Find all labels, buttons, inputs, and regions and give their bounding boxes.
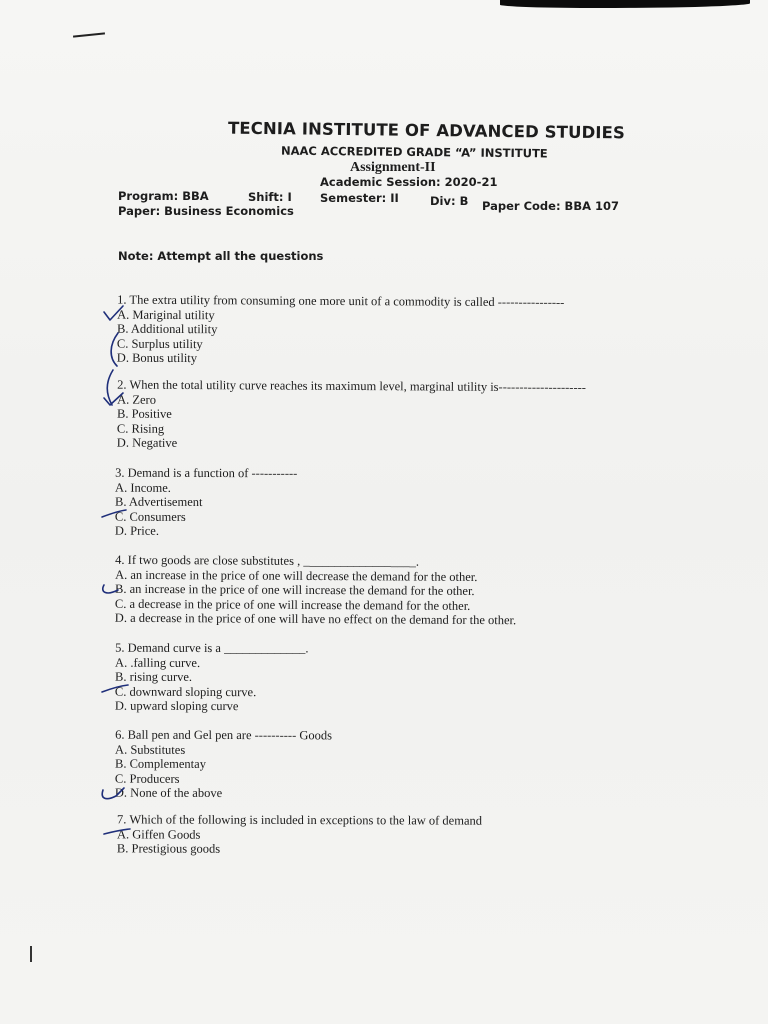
question-5 (115, 641, 309, 714)
option: A. an increase in the price of one will decrease the demand for the other. (115, 567, 478, 584)
option: C. Consumers (114, 509, 186, 524)
scan-edge-shadow (500, 0, 750, 8)
option: A. Zero (117, 392, 157, 407)
option: A. Substitutes (115, 742, 186, 757)
option: C. downward sloping curve. (114, 684, 257, 699)
option: A. Mariginal utility (117, 307, 215, 322)
option: B. Prestigious goods (116, 841, 221, 856)
option: B. Advertisement (114, 494, 203, 509)
option: D. upward sloping curve (114, 698, 239, 714)
bracket-mark (107, 370, 113, 405)
paper-label: Paper: Business Economics (118, 204, 294, 218)
question-stem: 1. The extra utility from consuming one more unit of a commodity is called ---------------- (117, 292, 565, 310)
option: B. rising curve. (114, 669, 193, 684)
option: A. Income. (115, 480, 171, 495)
option: B. an increase in the price of one will increase the demand for the other. (114, 581, 475, 598)
question-stem: 4. If two goods are close substitutes , __________________. (115, 552, 420, 569)
option: A. Giffen Goods (116, 826, 201, 842)
option: A. .falling curve. (115, 655, 201, 670)
question-3 (115, 466, 297, 539)
option: D. Price. (114, 523, 160, 538)
option: B. Additional utility (116, 321, 218, 337)
question-2 (117, 378, 586, 453)
option: D. a decrease in the price of one will have no effect on the demand for the other. (114, 610, 517, 628)
academic-session: Academic Session: 2020-21 (320, 175, 498, 189)
option: C. Producers (114, 771, 180, 786)
assignment-title: Assignment-II (350, 160, 436, 175)
question-stem: 6. Ball pen and Gel pen are ---------- Goods (115, 727, 333, 743)
institute-title: TECNIA INSTITUTE OF ADVANCED STUDIES (227, 118, 626, 143)
shift-label: Shift: I (248, 190, 292, 204)
question-stem: 5. Demand curve is a _____________. (115, 640, 309, 656)
accreditation-line: NAAC ACCREDITED GRADE “A” INSTITUTE (280, 143, 548, 161)
division-label: Div: B (430, 194, 469, 208)
option: B. Positive (116, 406, 172, 421)
pen-stroke-mark (30, 946, 32, 962)
instruction-note: Note: Attempt all the questions (118, 249, 324, 263)
option: D. None of the above (114, 785, 223, 800)
question-6 (115, 728, 332, 801)
option: C. Rising (116, 421, 165, 436)
question-stem: 3. Demand is a function of ----------- (115, 465, 298, 481)
option: D. Bonus utility (116, 350, 198, 366)
program-label: Program: BBA (118, 189, 209, 203)
question-stem: 2. When the total utility curve reaches its maximum level, marginal utility is--------------------- (117, 377, 587, 395)
question-stem: 7. Which of the following is included in exceptions to the law of demand (117, 812, 483, 828)
option: D. Negative (116, 435, 178, 450)
paper-code-label: Paper Code: BBA 107 (482, 199, 620, 213)
semester-label: Semester: II (320, 191, 399, 205)
question-1 (117, 293, 565, 368)
question-7 (117, 812, 482, 857)
pen-stroke-mark (73, 32, 105, 37)
option: C. a decrease in the price of one will increase the demand for the other. (114, 596, 471, 613)
option: B. Complementay (114, 756, 206, 771)
option: C. Surplus utility (116, 336, 203, 351)
question-4 (115, 553, 517, 628)
